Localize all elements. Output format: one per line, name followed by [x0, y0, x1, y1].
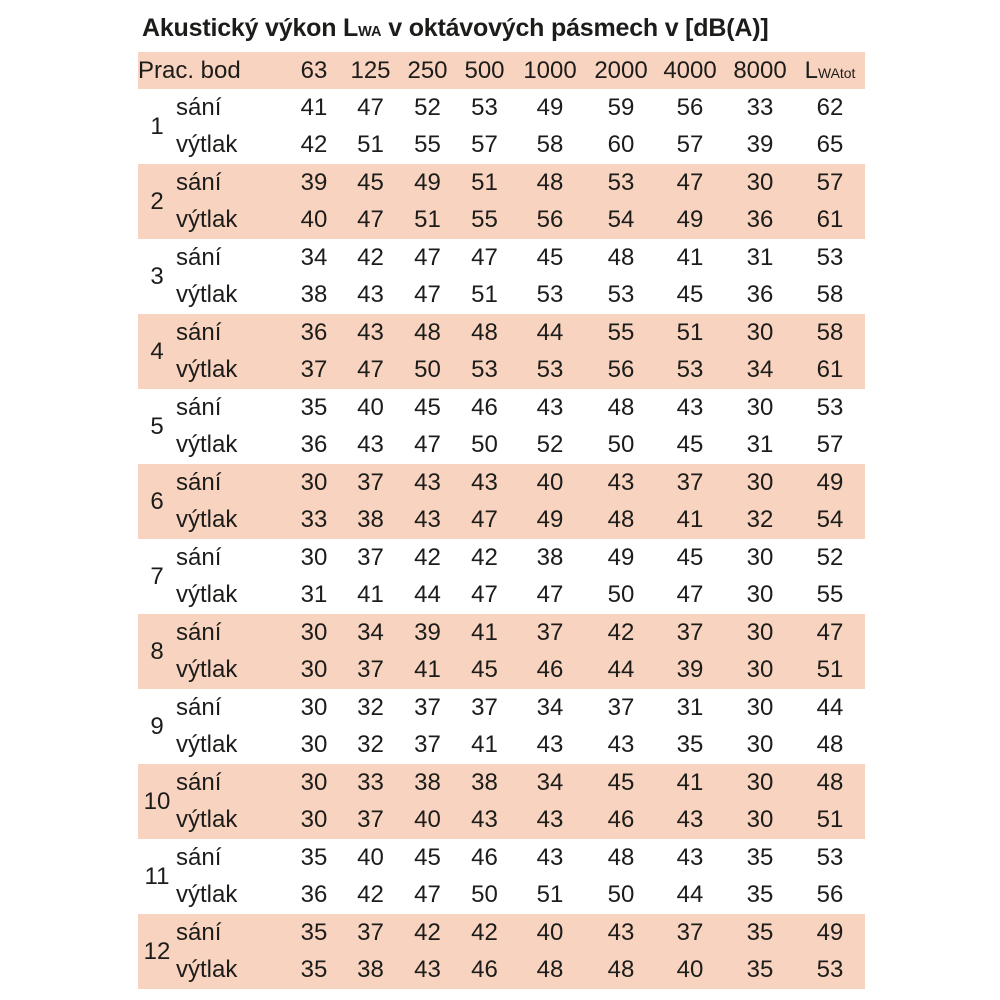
- table-row-vytlak-point-11: [138, 877, 865, 915]
- value-vytlak-12-col-7: 35: [725, 952, 795, 990]
- value-sani-12-col-0: 35: [286, 914, 342, 952]
- value-sani-6-col-7: 30: [725, 464, 795, 502]
- value-sani-8-col-8: 47: [795, 614, 865, 652]
- value-vytlak-4-col-5: 56: [587, 352, 655, 390]
- value-vytlak-6-col-1: 38: [342, 502, 399, 540]
- column-header-prac-bod: Prac. bod: [138, 52, 286, 89]
- working-point-number: 2: [138, 164, 176, 239]
- working-point-number: 4: [138, 314, 176, 389]
- value-sani-3-col-7: 31: [746, 243, 774, 271]
- value-vytlak-10-col-3: 43: [456, 802, 513, 840]
- value-sani-2-col-5: 53: [587, 164, 655, 202]
- table-row-vytlak-point-12: [138, 952, 865, 990]
- value-vytlak-4-col-6: 53: [655, 352, 725, 390]
- table-row-sani-point-1: [138, 89, 865, 127]
- value-sani-8-col-6: 37: [655, 614, 725, 652]
- row-label-vytlak: výtlak: [176, 131, 238, 159]
- value-vytlak-12-col-2: 43: [399, 952, 456, 990]
- value-sani-5-col-8: 53: [816, 393, 844, 421]
- table-row-sani-point-2: [138, 164, 865, 202]
- value-vytlak-5-col-0: 36: [300, 431, 328, 459]
- value-sani-10-col-2: 38: [399, 764, 456, 802]
- value-vytlak-2-col-2: 51: [399, 202, 456, 240]
- value-sani-12-col-8: 49: [795, 914, 865, 952]
- value-sani-6-col-6: 37: [655, 464, 725, 502]
- row-label-vytlak: výtlak: [176, 502, 286, 540]
- row-label-sani: sání: [176, 93, 222, 121]
- row-label-vytlak: výtlak: [176, 731, 238, 759]
- value-vytlak-9-col-0: 30: [300, 731, 328, 759]
- table-row-sani-point-3: [138, 239, 865, 277]
- value-vytlak-9-col-4: 43: [536, 731, 564, 759]
- value-sani-9-col-4: 34: [536, 693, 564, 721]
- row-label-sani: sání: [176, 164, 286, 202]
- value-sani-3-col-0: 34: [300, 243, 328, 271]
- value-vytlak-8-col-0: 30: [286, 652, 342, 690]
- value-sani-8-col-4: 37: [513, 614, 587, 652]
- value-vytlak-8-col-6: 39: [655, 652, 725, 690]
- row-label-sani: sání: [176, 243, 222, 271]
- value-vytlak-5-col-1: 43: [357, 431, 384, 459]
- row-label-sani: sání: [176, 843, 222, 871]
- value-sani-7-col-2: 42: [414, 543, 441, 571]
- value-vytlak-12-col-3: 46: [456, 952, 513, 990]
- value-sani-3-col-2: 47: [414, 243, 441, 271]
- value-vytlak-6-col-2: 43: [399, 502, 456, 540]
- row-label-vytlak: výtlak: [176, 881, 238, 909]
- row-label-vytlak: výtlak: [176, 431, 238, 459]
- table-header: [138, 52, 865, 89]
- value-sani-5-col-7: 30: [746, 393, 774, 421]
- value-sani-4-col-0: 36: [286, 314, 342, 352]
- value-vytlak-2-col-1: 47: [342, 202, 399, 240]
- value-vytlak-8-col-5: 44: [587, 652, 655, 690]
- value-vytlak-8-col-8: 51: [795, 652, 865, 690]
- value-vytlak-5-col-3: 50: [471, 431, 498, 459]
- value-vytlak-9-col-1: 32: [357, 731, 384, 759]
- value-sani-8-col-1: 34: [342, 614, 399, 652]
- value-vytlak-6-col-5: 48: [587, 502, 655, 540]
- value-vytlak-10-col-6: 43: [655, 802, 725, 840]
- header-row: [138, 52, 865, 89]
- value-vytlak-1-col-7: 39: [746, 131, 774, 159]
- value-vytlak-3-col-6: 45: [676, 281, 704, 309]
- value-vytlak-7-col-5: 50: [607, 581, 635, 609]
- value-sani-11-col-6: 43: [676, 843, 704, 871]
- value-sani-2-col-1: 45: [342, 164, 399, 202]
- value-vytlak-11-col-8: 56: [816, 881, 844, 909]
- value-sani-4-col-3: 48: [456, 314, 513, 352]
- value-vytlak-12-col-1: 38: [342, 952, 399, 990]
- value-vytlak-1-col-8: 65: [816, 131, 844, 159]
- value-sani-12-col-7: 35: [725, 914, 795, 952]
- title-subscript-wa: WA: [358, 24, 382, 40]
- table-row-vytlak-point-6: [138, 502, 865, 540]
- table-row-sani-point-11: [138, 839, 865, 877]
- value-sani-6-col-8: 49: [795, 464, 865, 502]
- value-vytlak-9-col-5: 43: [607, 731, 635, 759]
- value-sani-6-col-5: 43: [587, 464, 655, 502]
- value-sani-3-col-8: 53: [816, 243, 844, 271]
- value-sani-4-col-5: 55: [587, 314, 655, 352]
- row-label-vytlak: výtlak: [176, 281, 238, 309]
- value-sani-8-col-0: 30: [286, 614, 342, 652]
- value-vytlak-12-col-6: 40: [655, 952, 725, 990]
- page-title: [142, 13, 865, 47]
- value-sani-2-col-7: 30: [725, 164, 795, 202]
- value-vytlak-4-col-3: 53: [456, 352, 513, 390]
- value-vytlak-3-col-7: 36: [746, 281, 774, 309]
- value-sani-8-col-3: 41: [456, 614, 513, 652]
- table-row-vytlak-point-10: [138, 802, 865, 840]
- value-vytlak-4-col-7: 34: [725, 352, 795, 390]
- value-vytlak-3-col-1: 43: [357, 281, 384, 309]
- value-vytlak-7-col-6: 47: [676, 581, 704, 609]
- working-point-number: 1: [150, 112, 164, 140]
- value-vytlak-9-col-3: 41: [471, 731, 498, 759]
- working-point-number: 11: [144, 862, 170, 890]
- value-vytlak-10-col-8: 51: [795, 802, 865, 840]
- value-sani-1-col-7: 33: [746, 93, 774, 121]
- column-header-500: 500: [456, 52, 513, 89]
- value-vytlak-1-col-2: 55: [414, 131, 441, 159]
- value-sani-1-col-5: 59: [607, 93, 635, 121]
- value-vytlak-7-col-3: 47: [471, 581, 498, 609]
- value-vytlak-12-col-4: 48: [513, 952, 587, 990]
- value-sani-11-col-2: 45: [414, 843, 441, 871]
- value-vytlak-10-col-2: 40: [399, 802, 456, 840]
- value-sani-1-col-6: 56: [676, 93, 704, 121]
- table-row-sani-point-9: [138, 689, 865, 727]
- value-sani-7-col-1: 37: [357, 543, 384, 571]
- value-sani-9-col-0: 30: [300, 693, 328, 721]
- working-point-number: 6: [138, 464, 176, 539]
- table-row-vytlak-point-1: [138, 127, 865, 165]
- table-row-sani-point-5: [138, 389, 865, 427]
- row-label-vytlak: výtlak: [176, 952, 286, 990]
- table-body: [138, 89, 865, 989]
- value-sani-4-col-8: 58: [795, 314, 865, 352]
- value-sani-3-col-1: 42: [357, 243, 384, 271]
- value-sani-2-col-2: 49: [399, 164, 456, 202]
- row-label-sani: sání: [176, 543, 222, 571]
- table-row-sani-point-7: [138, 539, 865, 577]
- table-row-sani-point-6: [138, 464, 865, 502]
- value-vytlak-3-col-5: 53: [607, 281, 635, 309]
- row-label-sani: sání: [176, 464, 286, 502]
- row-label-vytlak: výtlak: [176, 802, 286, 840]
- value-vytlak-11-col-4: 51: [536, 881, 564, 909]
- column-header-125: 125: [342, 52, 399, 89]
- value-sani-12-col-1: 37: [342, 914, 399, 952]
- value-vytlak-12-col-0: 35: [286, 952, 342, 990]
- value-sani-12-col-5: 43: [587, 914, 655, 952]
- value-vytlak-5-col-2: 47: [414, 431, 441, 459]
- value-sani-10-col-1: 33: [342, 764, 399, 802]
- value-vytlak-2-col-8: 61: [795, 202, 865, 240]
- value-vytlak-3-col-2: 47: [414, 281, 441, 309]
- value-vytlak-5-col-6: 45: [676, 431, 704, 459]
- row-label-sani: sání: [176, 693, 222, 721]
- value-sani-4-col-1: 43: [342, 314, 399, 352]
- value-vytlak-11-col-2: 47: [414, 881, 441, 909]
- value-sani-7-col-8: 52: [816, 543, 844, 571]
- value-sani-11-col-7: 35: [746, 843, 774, 871]
- value-sani-11-col-4: 43: [536, 843, 564, 871]
- value-vytlak-6-col-6: 41: [655, 502, 725, 540]
- value-vytlak-5-col-5: 50: [607, 431, 635, 459]
- value-vytlak-10-col-7: 30: [725, 802, 795, 840]
- value-vytlak-11-col-6: 44: [676, 881, 704, 909]
- acoustic-power-table: [138, 52, 865, 989]
- value-sani-3-col-3: 47: [471, 243, 498, 271]
- value-sani-3-col-4: 45: [536, 243, 564, 271]
- row-label-sani: sání: [176, 614, 286, 652]
- value-sani-1-col-1: 47: [357, 93, 384, 121]
- value-sani-11-col-0: 35: [300, 843, 328, 871]
- value-vytlak-6-col-0: 33: [286, 502, 342, 540]
- value-sani-1-col-0: 41: [300, 93, 328, 121]
- value-sani-9-col-2: 37: [414, 693, 441, 721]
- table-row-sani-point-10: [138, 764, 865, 802]
- row-label-sani: sání: [176, 314, 286, 352]
- row-label-vytlak: výtlak: [176, 202, 286, 240]
- lwatot-subscript: WAtot: [818, 64, 856, 81]
- value-sani-5-col-4: 43: [536, 393, 564, 421]
- working-point-number: 10: [138, 764, 176, 839]
- value-vytlak-5-col-8: 57: [816, 431, 844, 459]
- table-row-sani-point-12: [138, 914, 865, 952]
- value-vytlak-1-col-6: 57: [676, 131, 704, 159]
- row-label-vytlak: výtlak: [176, 581, 238, 609]
- value-vytlak-5-col-4: 52: [536, 431, 564, 459]
- value-sani-6-col-4: 40: [513, 464, 587, 502]
- value-vytlak-2-col-6: 49: [655, 202, 725, 240]
- working-point-number: 3: [150, 262, 164, 290]
- value-sani-9-col-3: 37: [471, 693, 498, 721]
- value-sani-2-col-0: 39: [286, 164, 342, 202]
- value-vytlak-10-col-0: 30: [286, 802, 342, 840]
- value-vytlak-7-col-0: 31: [300, 581, 328, 609]
- value-vytlak-2-col-4: 56: [513, 202, 587, 240]
- value-vytlak-3-col-0: 38: [300, 281, 328, 309]
- column-header-8000: 8000: [725, 52, 795, 89]
- value-sani-3-col-5: 48: [607, 243, 635, 271]
- value-sani-2-col-6: 47: [655, 164, 725, 202]
- value-sani-7-col-4: 38: [536, 543, 564, 571]
- row-label-sani: sání: [176, 914, 286, 952]
- table-row-sani-point-8: [138, 614, 865, 652]
- value-vytlak-6-col-3: 47: [456, 502, 513, 540]
- value-vytlak-8-col-2: 41: [399, 652, 456, 690]
- value-sani-7-col-6: 45: [676, 543, 704, 571]
- value-sani-5-col-1: 40: [357, 393, 384, 421]
- value-sani-9-col-1: 32: [357, 693, 384, 721]
- value-vytlak-8-col-7: 30: [725, 652, 795, 690]
- value-vytlak-9-col-7: 30: [746, 731, 774, 759]
- value-vytlak-2-col-5: 54: [587, 202, 655, 240]
- value-sani-7-col-3: 42: [471, 543, 498, 571]
- value-sani-9-col-7: 30: [746, 693, 774, 721]
- value-sani-12-col-2: 42: [399, 914, 456, 952]
- value-sani-4-col-4: 44: [513, 314, 587, 352]
- value-vytlak-11-col-3: 50: [471, 881, 498, 909]
- working-point-number: 12: [138, 914, 176, 989]
- value-vytlak-8-col-3: 45: [456, 652, 513, 690]
- table-row-vytlak-point-7: [138, 577, 865, 615]
- value-sani-7-col-7: 30: [746, 543, 774, 571]
- value-sani-9-col-5: 37: [607, 693, 635, 721]
- value-sani-9-col-6: 31: [676, 693, 704, 721]
- value-sani-12-col-4: 40: [513, 914, 587, 952]
- value-sani-6-col-0: 30: [286, 464, 342, 502]
- title-suffix: v oktávových pásmech v [dB(A)]: [381, 14, 769, 42]
- lwatot-main: L: [804, 56, 819, 84]
- value-vytlak-2-col-3: 55: [456, 202, 513, 240]
- value-sani-7-col-5: 49: [607, 543, 635, 571]
- value-vytlak-10-col-1: 37: [342, 802, 399, 840]
- value-vytlak-11-col-1: 42: [357, 881, 384, 909]
- value-sani-5-col-5: 48: [607, 393, 635, 421]
- value-vytlak-3-col-4: 53: [536, 281, 564, 309]
- value-vytlak-9-col-8: 48: [816, 731, 844, 759]
- value-sani-3-col-6: 41: [676, 243, 704, 271]
- row-label-sani: sání: [176, 764, 286, 802]
- value-sani-9-col-8: 44: [816, 693, 844, 721]
- row-label-sani: sání: [176, 393, 222, 421]
- value-sani-10-col-8: 48: [795, 764, 865, 802]
- value-sani-11-col-3: 46: [471, 843, 498, 871]
- value-vytlak-4-col-1: 47: [342, 352, 399, 390]
- value-vytlak-8-col-4: 46: [513, 652, 587, 690]
- value-sani-12-col-6: 37: [655, 914, 725, 952]
- column-header-4000: 4000: [655, 52, 725, 89]
- column-header-250: 250: [399, 52, 456, 89]
- value-sani-8-col-5: 42: [587, 614, 655, 652]
- value-sani-1-col-8: 62: [816, 93, 844, 121]
- value-vytlak-1-col-4: 58: [536, 131, 564, 159]
- title-prefix: Akustický výkon L: [142, 14, 359, 42]
- value-sani-7-col-0: 30: [300, 543, 328, 571]
- value-sani-1-col-3: 53: [471, 93, 498, 121]
- table-row-vytlak-point-2: [138, 202, 865, 240]
- value-sani-10-col-6: 41: [655, 764, 725, 802]
- value-sani-6-col-3: 43: [456, 464, 513, 502]
- value-vytlak-3-col-8: 58: [816, 281, 844, 309]
- value-vytlak-4-col-8: 61: [795, 352, 865, 390]
- value-sani-6-col-2: 43: [399, 464, 456, 502]
- value-vytlak-4-col-2: 50: [399, 352, 456, 390]
- value-sani-5-col-2: 45: [414, 393, 441, 421]
- value-sani-1-col-2: 52: [414, 93, 441, 121]
- value-sani-10-col-7: 30: [725, 764, 795, 802]
- value-vytlak-12-col-8: 53: [795, 952, 865, 990]
- row-label-vytlak: výtlak: [176, 352, 286, 390]
- value-vytlak-1-col-0: 42: [300, 131, 328, 159]
- value-sani-12-col-3: 42: [456, 914, 513, 952]
- value-vytlak-11-col-7: 35: [746, 881, 774, 909]
- working-point-number: 5: [150, 412, 164, 440]
- table-row-vytlak-point-8: [138, 652, 865, 690]
- value-sani-8-col-2: 39: [399, 614, 456, 652]
- value-sani-5-col-0: 35: [300, 393, 328, 421]
- value-vytlak-7-col-8: 55: [816, 581, 844, 609]
- value-sani-8-col-7: 30: [725, 614, 795, 652]
- datasheet-table-section: [138, 13, 865, 989]
- value-vytlak-4-col-0: 37: [286, 352, 342, 390]
- value-sani-5-col-3: 46: [471, 393, 498, 421]
- value-vytlak-9-col-6: 35: [676, 731, 704, 759]
- table-row-sani-point-4: [138, 314, 865, 352]
- value-sani-4-col-2: 48: [399, 314, 456, 352]
- value-sani-4-col-7: 30: [725, 314, 795, 352]
- value-vytlak-7-col-4: 47: [536, 581, 564, 609]
- value-vytlak-6-col-8: 54: [795, 502, 865, 540]
- value-vytlak-2-col-0: 40: [286, 202, 342, 240]
- value-vytlak-3-col-3: 51: [471, 281, 498, 309]
- value-sani-2-col-3: 51: [456, 164, 513, 202]
- value-sani-6-col-1: 37: [342, 464, 399, 502]
- table-row-vytlak-point-3: [138, 277, 865, 315]
- value-sani-2-col-8: 57: [795, 164, 865, 202]
- column-header-1000: 1000: [513, 52, 587, 89]
- value-vytlak-7-col-2: 44: [414, 581, 441, 609]
- working-point-number: 9: [150, 712, 164, 740]
- column-header-lwatot: [795, 52, 865, 89]
- value-sani-11-col-1: 40: [357, 843, 384, 871]
- value-vytlak-12-col-5: 48: [587, 952, 655, 990]
- value-sani-1-col-4: 49: [536, 93, 564, 121]
- column-header-63: 63: [286, 52, 342, 89]
- value-vytlak-7-col-1: 41: [357, 581, 384, 609]
- value-sani-11-col-5: 48: [607, 843, 635, 871]
- value-vytlak-8-col-1: 37: [342, 652, 399, 690]
- working-point-number: 8: [138, 614, 176, 689]
- value-sani-5-col-6: 43: [676, 393, 704, 421]
- value-vytlak-7-col-7: 30: [746, 581, 774, 609]
- value-vytlak-6-col-7: 32: [725, 502, 795, 540]
- value-vytlak-6-col-4: 49: [513, 502, 587, 540]
- value-vytlak-4-col-4: 53: [513, 352, 587, 390]
- working-point-number: 7: [150, 562, 164, 590]
- value-sani-10-col-3: 38: [456, 764, 513, 802]
- value-sani-10-col-4: 34: [513, 764, 587, 802]
- value-vytlak-1-col-1: 51: [357, 131, 384, 159]
- value-vytlak-10-col-5: 46: [587, 802, 655, 840]
- row-label-vytlak: výtlak: [176, 652, 286, 690]
- value-sani-10-col-5: 45: [587, 764, 655, 802]
- table-row-vytlak-point-9: [138, 727, 865, 765]
- column-header-2000: 2000: [587, 52, 655, 89]
- value-vytlak-1-col-3: 57: [471, 131, 498, 159]
- value-vytlak-11-col-5: 50: [607, 881, 635, 909]
- value-sani-4-col-6: 51: [655, 314, 725, 352]
- value-vytlak-2-col-7: 36: [725, 202, 795, 240]
- value-vytlak-5-col-7: 31: [746, 431, 774, 459]
- value-vytlak-9-col-2: 37: [414, 731, 441, 759]
- value-sani-2-col-4: 48: [513, 164, 587, 202]
- value-sani-10-col-0: 30: [286, 764, 342, 802]
- value-vytlak-10-col-4: 43: [513, 802, 587, 840]
- value-vytlak-1-col-5: 60: [607, 131, 635, 159]
- table-row-vytlak-point-4: [138, 352, 865, 390]
- value-vytlak-11-col-0: 36: [300, 881, 328, 909]
- table-row-vytlak-point-5: [138, 427, 865, 465]
- value-sani-11-col-8: 53: [816, 843, 844, 871]
